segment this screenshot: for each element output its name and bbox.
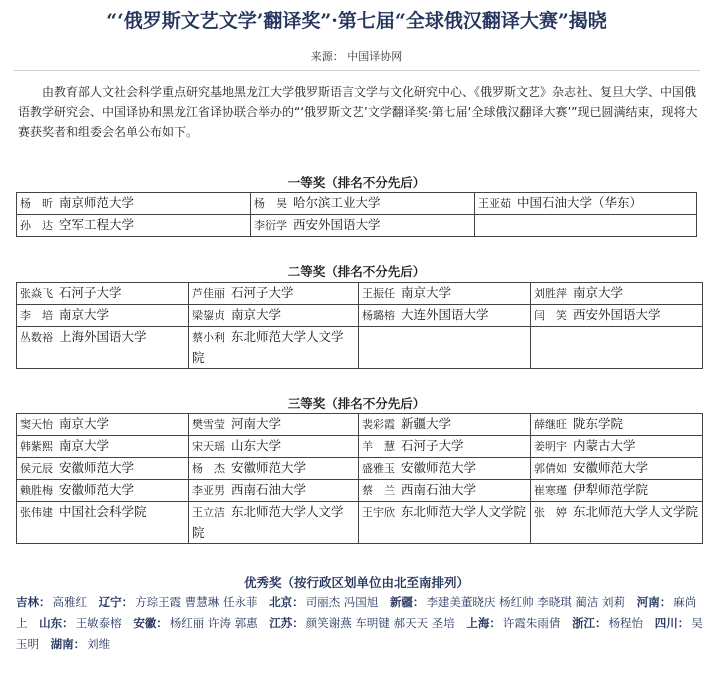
winner-school: 安徽师范大学 — [401, 460, 477, 475]
intro-paragraph — [18, 82, 702, 142]
winner-name: 闫 笑 — [534, 309, 567, 322]
winner-name: 蔡 兰 — [362, 484, 395, 497]
winner-school: 上海外国语大学 — [59, 329, 147, 344]
province-label: 辽宁： — [98, 595, 134, 609]
winner-school: 陇东学院 — [573, 416, 624, 431]
winner-name: 王宇欣 — [362, 506, 395, 519]
first-prize-cell — [475, 193, 697, 215]
excellence-names: 方琮王霞 曹慧琳 任永菲 — [135, 595, 258, 609]
winner-name: 梁鋆贞 — [192, 309, 225, 322]
second-prize-title: 二等奖（排名不分先后） — [287, 264, 426, 279]
winner-name: 杨 昊 — [254, 197, 287, 210]
second-prize-table — [16, 282, 703, 369]
winner-school: 南京大学 — [59, 307, 110, 322]
excellence-group — [125, 616, 257, 630]
winner-school: 内蒙古大学 — [573, 438, 636, 453]
winner-name: 杨 昕 — [20, 197, 53, 210]
winner-name: 张 婷 — [534, 506, 567, 519]
winner-name: 侯元辰 — [20, 462, 53, 475]
third-prize-cell — [17, 458, 189, 480]
excellence-group — [16, 595, 87, 609]
third-prize-row — [17, 458, 703, 480]
first-prize-title: 一等奖（排名不分先后） — [287, 175, 426, 190]
first-prize-row — [17, 193, 697, 215]
excellence-names: 李建美董晓庆 杨红帅 李晓琪 蔺洁 刘莉 — [426, 595, 626, 609]
winner-school: 石河子大学 — [59, 285, 122, 300]
winner-school: 南京师范大学 — [59, 195, 135, 210]
first-prize-cell — [17, 215, 251, 237]
excellence-names: 吴玉明 — [16, 616, 703, 651]
winner-name: 姜明宇 — [534, 440, 567, 453]
winner-school: 安徽师范大学 — [573, 460, 649, 475]
excellence-names: 王敏泰榕 — [75, 616, 122, 630]
second-prize-cell — [531, 283, 703, 305]
winner-school: 南京大学 — [231, 307, 282, 322]
third-prize-row — [17, 414, 703, 436]
third-prize-cell — [189, 414, 359, 436]
third-prize-cell — [359, 502, 531, 544]
winner-name: 薛继旺 — [534, 418, 567, 431]
second-prize-cell — [359, 283, 531, 305]
intro-text: 由教育部人文社会科学重点研究基地黑龙江大学俄罗斯语言文学与文化研究中心、《俄罗斯文艺》杂志社、复旦大学、中国俄语教学研究会、中国译协和黑龙江省译协联合举办的“‘俄罗斯文艺’文学翻译奖·第七届‘全球俄汉翻译大赛’”现已圆满结束，现将大赛获奖者和组委会名单公布如下。 — [18, 85, 698, 139]
winner-school: 西南石油大学 — [231, 482, 307, 497]
winner-name: 王亚茹 — [478, 197, 511, 210]
winner-name: 王振任 — [362, 287, 395, 300]
winner-name: 羊 慧 — [362, 440, 395, 453]
winner-name: 宋天瑶 — [192, 440, 225, 453]
winner-name: 芦佳丽 — [192, 287, 225, 300]
winner-name: 李亚男 — [192, 484, 225, 497]
third-prize-cell — [531, 480, 703, 502]
second-prize-cell — [17, 283, 189, 305]
winner-name: 李衍学 — [254, 219, 287, 232]
excellence-names: 杨程怡 — [608, 616, 644, 630]
third-prize-cell — [189, 480, 359, 502]
excellence-title: 优秀奖（按行政区划单位由北至南排列） — [243, 575, 469, 590]
winner-name: 盛雅玉 — [362, 462, 395, 475]
excellence-group — [458, 616, 560, 630]
province-label: 上海： — [466, 616, 501, 630]
excellence-group — [261, 595, 378, 609]
winner-school: 新疆大学 — [401, 416, 452, 431]
winner-school: 中国社会科学院 — [59, 504, 147, 519]
second-prize-cell — [189, 327, 359, 369]
winner-name: 赖胜梅 — [20, 484, 53, 497]
second-prize-row — [17, 305, 703, 327]
excellence-group — [382, 595, 625, 609]
winner-school: 南京大学 — [59, 438, 110, 453]
third-prize-table — [16, 413, 703, 544]
third-prize-cell — [531, 502, 703, 544]
winner-name: 张伟建 — [20, 506, 53, 519]
excellence-names: 高雅红 — [52, 595, 87, 609]
excellence-group — [564, 616, 643, 630]
third-prize-cell — [359, 480, 531, 502]
excellence-group — [31, 616, 122, 630]
province-label: 湖南： — [50, 637, 86, 651]
second-prize-cell — [531, 305, 703, 327]
winner-name: 蔡小利 — [192, 331, 225, 344]
winner-name: 韩紫熙 — [20, 440, 53, 453]
winner-name: 李 培 — [20, 309, 53, 322]
winner-name: 张焱飞 — [20, 287, 53, 300]
excellence-names: 许霞朱雨倩 — [502, 616, 561, 630]
province-label: 安徽： — [133, 616, 168, 630]
winner-school: 西南石油大学 — [401, 482, 477, 497]
third-prize-cell — [531, 414, 703, 436]
third-prize-cell — [17, 414, 189, 436]
third-prize-cell — [359, 414, 531, 436]
second-prize-row — [17, 283, 703, 305]
excellence-group — [91, 595, 258, 609]
winner-name: 窦天怡 — [20, 418, 53, 431]
winner-school: 东北师范大学人文学院 — [192, 504, 344, 540]
province-label: 吉林： — [16, 595, 51, 609]
article-source: 来源： 中国译协网 — [310, 50, 403, 63]
winner-name: 裴彩霞 — [362, 418, 395, 431]
excellence-names: 颜笑谢燕 车明键 郝天天 圣培 — [305, 616, 455, 630]
province-label: 山东： — [39, 616, 74, 630]
second-prize-cell — [359, 305, 531, 327]
second-prize-cell — [189, 283, 359, 305]
winner-school: 南京大学 — [401, 285, 452, 300]
winner-school: 东北师范大学人文学院 — [401, 504, 527, 519]
winner-school: 东北师范大学人文学院 — [573, 504, 699, 519]
province-label: 河南： — [636, 595, 672, 609]
first-prize-cell — [17, 193, 251, 215]
winner-name: 杨 杰 — [192, 462, 225, 475]
winner-name: 丛数裕 — [20, 331, 53, 344]
second-prize-cell — [17, 327, 189, 369]
first-prize-cell — [475, 215, 697, 237]
winner-name: 孙 达 — [20, 219, 53, 232]
winner-name: 樊雪莹 — [192, 418, 225, 431]
first-prize-row — [17, 215, 697, 237]
third-prize-row — [17, 502, 703, 544]
third-prize-cell — [531, 458, 703, 480]
province-label: 江苏： — [269, 616, 304, 630]
second-prize-cell — [359, 327, 531, 369]
winner-school: 南京大学 — [573, 285, 624, 300]
divider — [14, 70, 700, 71]
winner-school: 石河子大学 — [401, 438, 464, 453]
winner-school: 哈尔滨工业大学 — [293, 195, 381, 210]
excellence-names: 刘维 — [87, 637, 111, 651]
third-prize-cell — [531, 436, 703, 458]
winner-school: 伊犁师范学院 — [573, 482, 649, 497]
winner-school: 西安外国语大学 — [293, 217, 381, 232]
province-label: 浙江： — [572, 616, 607, 630]
third-prize-cell — [17, 480, 189, 502]
third-prize-cell — [17, 436, 189, 458]
winner-school: 东北师范大学人文学院 — [192, 329, 344, 365]
excellence-names: 司丽杰 冯国旭 — [305, 595, 379, 609]
winner-name: 崔寒瑾 — [534, 484, 567, 497]
third-prize-cell — [359, 436, 531, 458]
winner-school: 安徽师范大学 — [59, 460, 135, 475]
third-prize-cell — [189, 502, 359, 544]
winner-school: 河南大学 — [231, 416, 282, 431]
article-title: “‘俄罗斯文艺文学’翻译奖”·第七届“全球俄汉翻译大赛”揭晓 — [106, 10, 607, 32]
third-prize-cell — [359, 458, 531, 480]
winner-school: 安徽师范大学 — [59, 482, 135, 497]
province-label: 北京： — [269, 595, 304, 609]
third-prize-cell — [189, 436, 359, 458]
third-prize-row — [17, 436, 703, 458]
province-label: 新疆： — [389, 595, 425, 609]
first-prize-table — [16, 192, 697, 237]
winner-school: 空军工程大学 — [59, 217, 135, 232]
excellence-names: 麻尚上 — [16, 595, 697, 630]
second-prize-cell — [531, 327, 703, 369]
winner-school: 石河子大学 — [231, 285, 294, 300]
winner-school: 西安外国语大学 — [573, 307, 661, 322]
province-label: 四川： — [654, 616, 690, 630]
winner-school: 中国石油大学（华东） — [517, 195, 643, 210]
winner-name: 郭倩如 — [534, 462, 567, 475]
excellence-list — [16, 592, 706, 655]
excellence-group — [43, 637, 111, 651]
excellence-names: 杨红丽 许涛 郭惠 — [169, 616, 258, 630]
first-prize-cell — [251, 215, 475, 237]
third-prize-row — [17, 480, 703, 502]
second-prize-cell — [189, 305, 359, 327]
second-prize-cell — [17, 305, 189, 327]
winner-school: 南京大学 — [59, 416, 110, 431]
winner-school: 大连外国语大学 — [401, 307, 489, 322]
excellence-group — [261, 616, 454, 630]
second-prize-row — [17, 327, 703, 369]
winner-school: 安徽师范大学 — [231, 460, 307, 475]
winner-name: 杨璐榕 — [362, 309, 395, 322]
third-prize-cell — [17, 502, 189, 544]
first-prize-cell — [251, 193, 475, 215]
third-prize-title: 三等奖（排名不分先后） — [287, 396, 426, 411]
winner-name: 王立洁 — [192, 506, 225, 519]
third-prize-cell — [189, 458, 359, 480]
winner-name: 刘胜萍 — [534, 287, 567, 300]
winner-school: 山东大学 — [231, 438, 282, 453]
